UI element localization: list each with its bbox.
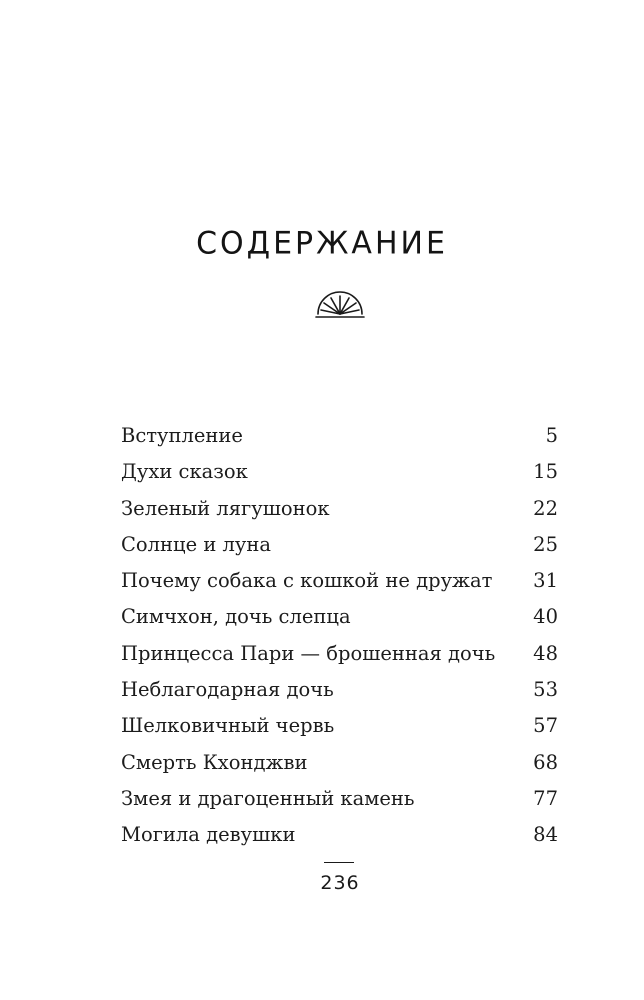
toc-entry[interactable] [121,418,558,454]
toc-entry-page: 84 [533,823,558,847]
toc-entry-page: 15 [533,460,558,484]
toc-entry-page: 25 [533,532,558,556]
page-number: 236 [320,872,360,894]
table-of-contents [121,418,558,854]
toc-entry-page: 77 [533,786,558,810]
toc-entry-title: Могила девушки [121,823,296,847]
toc-entry-page: 48 [533,641,558,665]
dot-leader [251,429,522,449]
toc-entry-title: Принцесса Пари — брошенная дочь [121,641,496,665]
toc-entry-title: Змея и драгоценный камень [121,786,415,810]
page-title: СОДЕРЖАНИЕ [196,225,448,262]
toc-entry-page: 53 [533,678,558,702]
toc-entry-title: Вступление [121,424,243,447]
toc-entry-title: Солнце и луна [121,532,272,556]
dot-leader [503,647,519,667]
dot-leader [342,683,519,703]
dot-leader [303,828,519,848]
toc-entry[interactable] [121,672,558,708]
toc-entry-title: Неблагодарная дочь [121,678,334,702]
toc-entry-title: Зеленый лягушонок [121,496,330,520]
toc-entry-page: 31 [533,569,558,593]
folio-rule [324,862,354,863]
toc-entry-title: Смерть Кхонджви [121,750,308,774]
toc-entry[interactable] [121,454,558,490]
toc-entry-page: 57 [533,714,558,738]
dot-leader [342,720,519,740]
toc-entry[interactable] [121,563,558,599]
toc-entry[interactable] [121,527,558,563]
toc-entry-page: 5 [545,424,558,447]
toc-entry-title: Симчхон, дочь слепца [121,605,351,629]
toc-entry[interactable] [121,817,558,853]
toc-entry[interactable] [121,491,558,527]
toc-entry-title: Шелковичный червь [121,714,335,738]
toc-entry[interactable] [121,781,558,817]
dot-leader [423,792,520,812]
toc-entry-page: 68 [533,750,558,774]
toc-entry-title: Духи сказок [121,460,248,484]
dot-leader [338,502,520,522]
dot-leader [315,756,519,776]
dot-leader [256,465,519,485]
toc-entry[interactable] [121,599,558,635]
dot-leader [359,611,520,631]
toc-entry-page: 22 [533,496,558,520]
dot-leader [500,574,519,594]
toc-entry-page: 40 [533,605,558,629]
sunrise-fan-icon [312,290,368,320]
dot-leader [279,538,519,558]
toc-entry-title: Почему собака с кошкой не дружат [121,569,493,593]
toc-entry[interactable] [121,636,558,672]
toc-entry[interactable] [121,708,558,744]
toc-entry[interactable] [121,745,558,781]
